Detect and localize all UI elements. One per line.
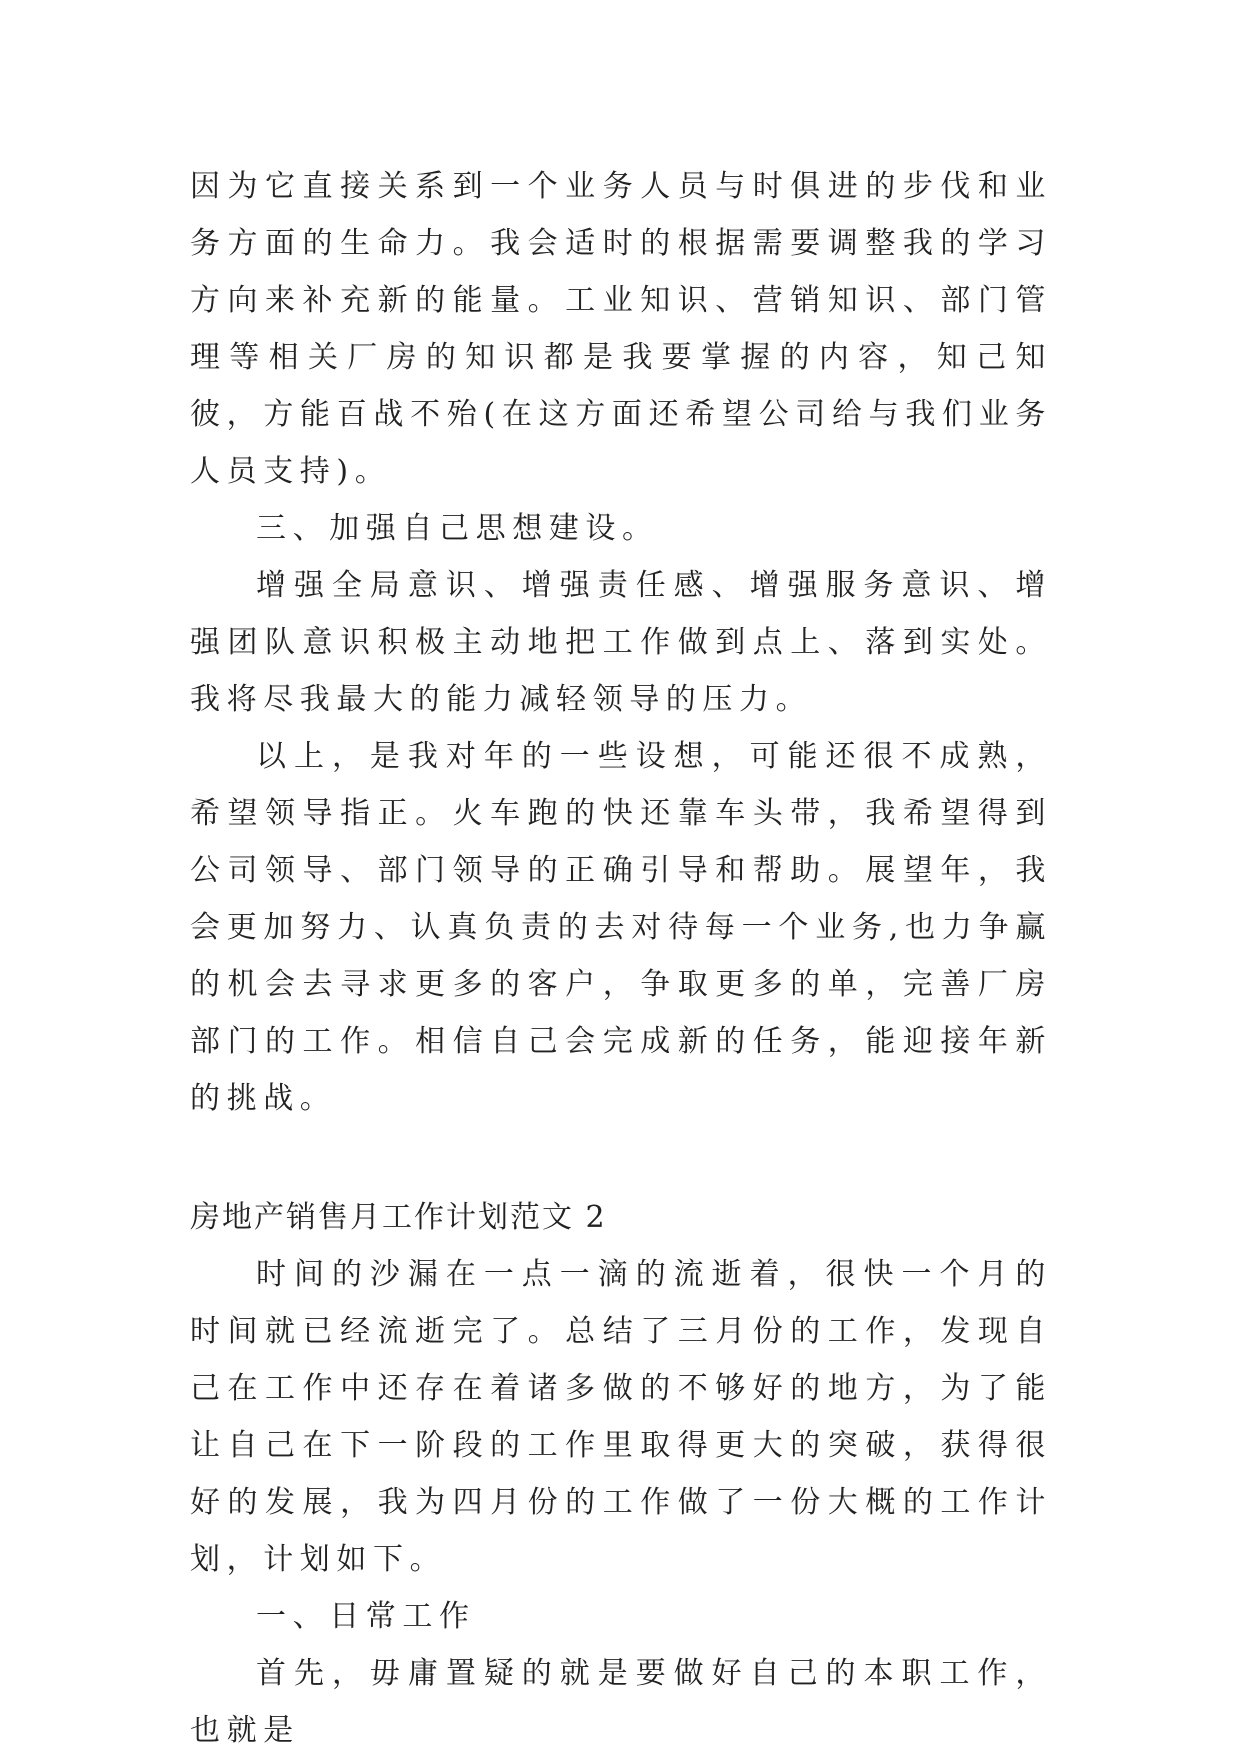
paragraph-continued: 因为它直接关系到一个业务人员与时俱进的步伐和业务方面的生命力。我会适时的根据需要调整我的学习方向来补充新的能量。工业知识、营销知识、部门管理等相关厂房的知识都是我要掌握的内容，知己知彼，方能百战不殆(在这方面还希望公司给与我们业务人员支持)。 [190, 169, 1052, 489]
paragraph-first-point: 首先，毋庸置疑的就是要做好自己的本职工作，也就是 [190, 1656, 1052, 1748]
document-body [190, 158, 1052, 1759]
section-spacer [190, 1127, 1052, 1189]
paragraph-conclusion: 以上，是我对年的一些设想，可能还很不成熟，希望领导指正。火车跑的快还靠车头带，我希望得到公司领导、部门领导的正确引导和帮助。展望年，我会更加努力、认真负责的去对待每一个业务,也力争赢的机会去寻求更多的客户，争取更多的单，完善厂房部门的工作。相信自己会完成新的任务，能迎接年新的挑战。 [190, 739, 1052, 1116]
paragraph-awareness: 增强全局意识、增强责任感、增强服务意识、增强团队意识积极主动地把工作做到点上、落到实处。我将尽我最大的能力减轻领导的压力。 [190, 568, 1052, 717]
paragraph-intro: 时间的沙漏在一点一滴的流逝着，很快一个月的时间就已经流逝完了。总结了三月份的工作，发现自己在工作中还存在着诸多做的不够好的地方，为了能让自己在下一阶段的工作里取得更大的突破，获得很好的发展，我为四月份的工作做了一份大概的工作计划，计划如下。 [190, 1257, 1052, 1577]
document-section-title: 房地产销售月工作计划范文 2 [190, 1200, 607, 1235]
section-heading-daily-work: 一、日常工作 [256, 1599, 476, 1634]
section-heading-strengthen-ideology: 三、加强自己思想建设。 [256, 511, 659, 546]
